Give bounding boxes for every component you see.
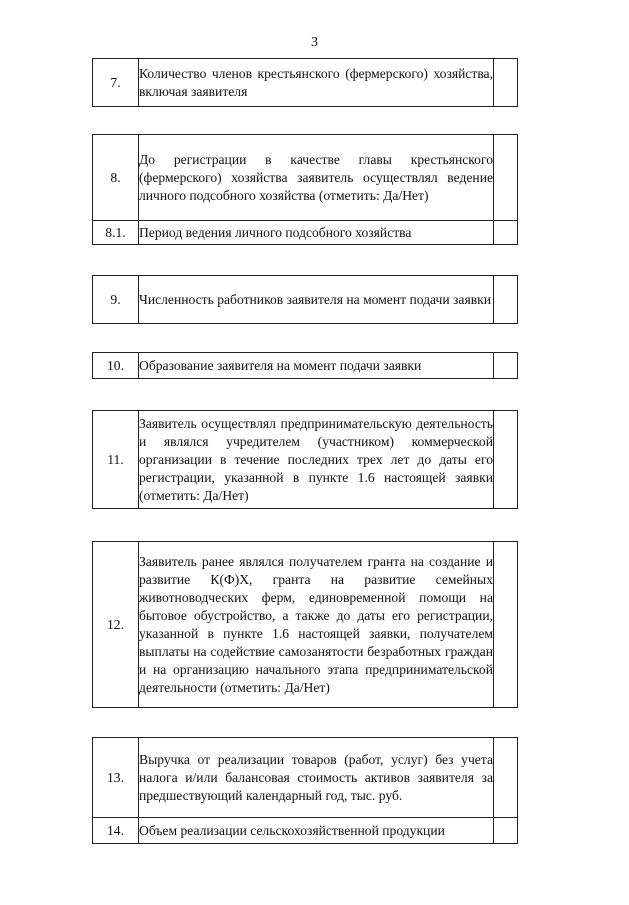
- item-number: 9.: [93, 276, 139, 324]
- item-text: Количество членов крестьянского (фермерского) хозяйства, включая заявителя: [139, 59, 494, 107]
- item-number: 12.: [93, 542, 139, 708]
- form-table-item-7: [92, 58, 518, 107]
- form-table-item-8: [92, 134, 518, 245]
- item-number: 8.: [93, 135, 139, 221]
- page-number: 3: [311, 35, 318, 50]
- value-cell[interactable]: [494, 135, 518, 221]
- table-row: [93, 221, 518, 245]
- table-row: [93, 135, 518, 221]
- item-number: 11.: [93, 411, 139, 509]
- item-number: 14.: [93, 818, 139, 844]
- value-cell[interactable]: [494, 276, 518, 324]
- item-number: 10.: [93, 353, 139, 379]
- item-text: Заявитель осуществлял предпринимательскую деятельность и являлся учредителем (участником) коммерческой организации в течение последних трех лет до даты его регистрации, указанной в пункте 1.6 настоящей заявки (отметить: Да/Нет): [139, 411, 494, 509]
- table-row: [93, 411, 518, 509]
- form-table-item-10: [92, 352, 518, 379]
- item-text: Выручка от реализации товаров (работ, услуг) без учета налога и/или балансовая стоимость активов заявителя за предшествующий календарный год, тыс. руб.: [139, 738, 494, 818]
- table-row: [93, 353, 518, 379]
- item-text: Заявитель ранее являлся получателем гранта на создание и развитие К(Ф)Х, гранта на развитие семейных животноводческих ферм, единовременной помощи на бытовое обустройство, а также до даты его регистрации, указанной в пункте 1.6 настоящей заявки, получателем выплаты на содействие самозанятости безработных граждан и на организацию начального этапа предпринимательской деятельности (отметить: Да/Нет): [139, 542, 494, 708]
- table-row: [93, 738, 518, 818]
- value-cell[interactable]: [494, 221, 518, 245]
- form-table-item-13: [92, 737, 518, 844]
- value-cell[interactable]: [494, 59, 518, 107]
- value-cell[interactable]: [494, 542, 518, 708]
- item-text: Период ведения личного подсобного хозяйства: [139, 221, 494, 245]
- item-text: Образование заявителя на момент подачи заявки: [139, 353, 494, 379]
- value-cell[interactable]: [494, 738, 518, 818]
- form-table-item-11: [92, 410, 518, 509]
- value-cell[interactable]: [494, 353, 518, 379]
- form-table-item-12: [92, 541, 518, 708]
- table-row: [93, 542, 518, 708]
- item-text: До регистрации в качестве главы крестьянского (фермерского) хозяйства заявитель осуществлял ведение личного подсобного хозяйства (отметить: Да/Нет): [139, 135, 494, 221]
- item-number: 13.: [93, 738, 139, 818]
- item-text: Объем реализации сельскохозяйственной продукции: [139, 818, 494, 844]
- item-number: 8.1.: [93, 221, 139, 245]
- table-row: [93, 276, 518, 324]
- table-row: [93, 818, 518, 844]
- item-number: 7.: [93, 59, 139, 107]
- table-row: [93, 59, 518, 107]
- value-cell[interactable]: [494, 411, 518, 509]
- item-text: Численность работников заявителя на момент подачи заявки: [139, 276, 494, 324]
- form-table-item-9: [92, 275, 518, 324]
- value-cell[interactable]: [494, 818, 518, 844]
